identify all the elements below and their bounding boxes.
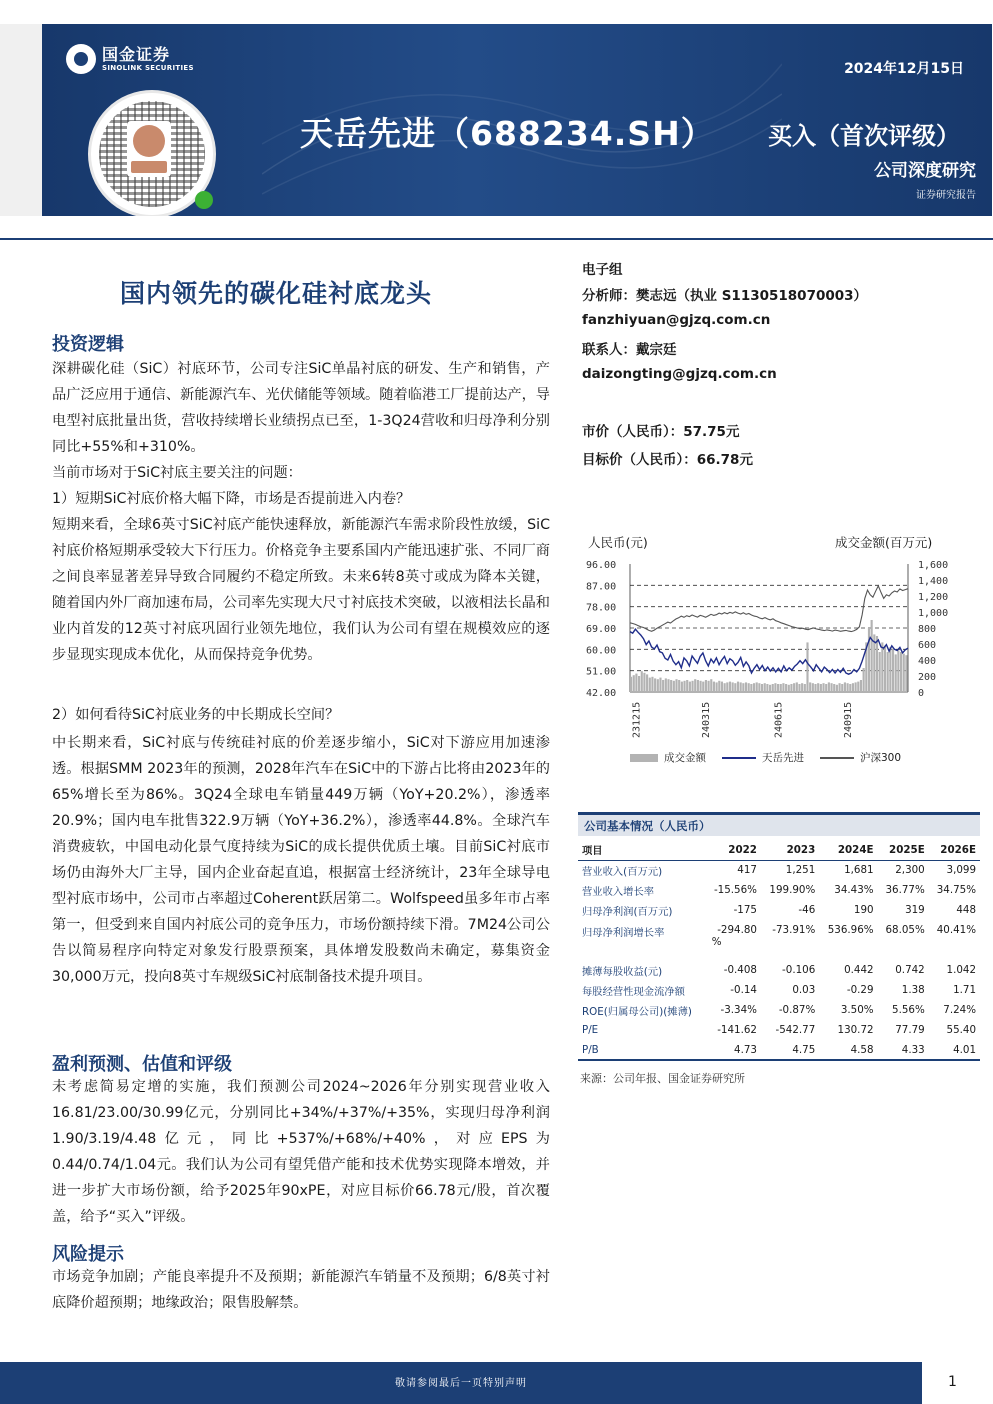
table-row: [578, 900, 980, 920]
legend-label-price: 天岳先进: [762, 752, 804, 764]
volume-bar: [828, 682, 830, 692]
table-cell: 130.72: [837, 1024, 874, 1036]
volume-bar: [804, 684, 806, 692]
table-cell: 0.442: [844, 964, 874, 976]
volume-bar: [855, 682, 857, 692]
volume-bar: [657, 679, 659, 692]
report-date: 2024年12月15日: [844, 61, 964, 77]
table-row-label: 营业收入(百万元): [582, 865, 663, 878]
volume-bar: [718, 681, 720, 692]
y-tick-left: 87.00: [586, 581, 617, 593]
table-row: [578, 1040, 980, 1060]
financial-table: [578, 840, 980, 1061]
volume-bar: [748, 683, 750, 692]
table-row: [578, 920, 980, 960]
volume-bar: [737, 682, 739, 692]
volume-bar: [756, 682, 758, 692]
wechat-miniprogram-icon: [195, 191, 213, 209]
volume-bar: [702, 682, 704, 692]
volume-bar: [820, 684, 822, 692]
volume-bar: [889, 647, 891, 692]
volume-bar: [758, 683, 760, 692]
y-tick-left: 51.00: [586, 666, 617, 678]
volume-bar: [633, 675, 635, 692]
footer-notice: 敬请参阅最后一页特别声明: [395, 1378, 527, 1389]
volume-bar: [708, 681, 710, 692]
stock-price-chart: [580, 530, 980, 770]
table-cell: -175: [733, 904, 757, 916]
volume-bar: [817, 683, 819, 692]
y-tick-left: 42.00: [586, 688, 617, 699]
y-tick-right: 1,200: [918, 592, 949, 603]
volume-bar: [777, 684, 779, 692]
volume-bar: [694, 679, 696, 692]
section-heading-logic: 投资逻辑: [52, 334, 124, 355]
volume-bar: [881, 642, 883, 692]
table-row-label: 归母净利润(百万元): [582, 905, 673, 918]
volume-bar: [897, 650, 899, 692]
table-cell: -3.34%: [720, 1004, 757, 1016]
table-cell: 34.43%: [834, 884, 874, 896]
legend-swatch-index: [820, 757, 854, 759]
report-type: 公司深度研究: [874, 161, 976, 181]
table-cell: 68.05%: [885, 924, 925, 936]
analyst-name: 分析师：樊志远（执业 S1130518070003）: [582, 288, 868, 304]
table-row-label: P/E: [582, 1024, 599, 1036]
index-line: [630, 586, 908, 632]
page-number: 1: [948, 1374, 957, 1390]
volume-bar: [750, 684, 752, 692]
volume-bar: [863, 668, 865, 692]
table-col-header: 2022: [728, 843, 757, 856]
volume-bar: [769, 685, 771, 692]
company-logo: [66, 44, 194, 74]
table-cell: 2,300: [895, 864, 925, 877]
table-cell: 77.79: [895, 1024, 925, 1036]
volume-bar: [745, 682, 747, 692]
table-header-row: [578, 840, 980, 860]
table-cell: 3,099: [946, 864, 976, 877]
legend-label-volume: 成交金额: [664, 752, 706, 764]
paragraph-risk: 市场竞争加剧；产能良率提升不及预期；新能源汽车销量不及预期；6/8英寸衬底降价超预期；地缘政治；限售股解禁。: [52, 1269, 550, 1311]
volume-bar: [670, 680, 672, 692]
volume-bar: [635, 674, 637, 692]
volume-bar: [665, 678, 667, 692]
volume-bar: [785, 684, 787, 692]
table-cell: -141.62: [717, 1024, 757, 1036]
paragraph-logic-3: 短期来看，全球6英寸SiC衬底产能快速释放，新能源汽车需求阶段性放缓，SiC衬底价格短期承受较大下行压力。价格竞争主要系国内产能迅速扩张、不同厂商之间良率显著差异导致合同履约不稳定所致。未来6转8英寸或成为降本关键，随着国内外厂商加速布局，公司率先实现大尺寸衬底技术突破，以液相法长晶和业内首发的12英寸衬底巩固行业领先地位，我们认为公司有望在规模效应的逐步显现实现成本优化，从而保持竞争优势。: [52, 517, 550, 663]
table-row: [578, 960, 980, 980]
volume-bar: [766, 684, 768, 692]
volume-bar: [801, 683, 803, 692]
table-cell: 5.56%: [892, 1004, 925, 1016]
volume-bar: [774, 683, 776, 692]
volume-bar: [788, 685, 790, 692]
y-tick-left: 96.00: [586, 560, 617, 571]
volume-bar: [691, 681, 693, 692]
volume-bar: [887, 652, 889, 692]
report-title: 天岳先进（688234.SH）: [300, 114, 715, 153]
legend-item-price: [722, 750, 804, 765]
volume-bar: [796, 682, 798, 692]
analyst-email[interactable]: fanzhiyuan@gjzq.com.cn: [582, 312, 771, 328]
volume-bar: [809, 682, 811, 692]
volume-bar: [716, 682, 718, 692]
x-tick: 240915: [842, 701, 854, 738]
volume-bar: [643, 673, 645, 692]
table-col-header: 2024E: [837, 843, 874, 856]
volume-bar: [879, 652, 881, 692]
volume-bar: [753, 683, 755, 692]
volume-bar: [825, 684, 827, 692]
volume-bar: [839, 683, 841, 692]
table-row-label: ROE(归属母公司)(摊薄): [582, 1005, 692, 1018]
volume-bar: [681, 682, 683, 692]
y-tick-right: 1,000: [918, 608, 949, 619]
paragraph-logic-4: 中长期来看，SiC衬底与传统硅衬底的价差逐步缩小，SiC对下游应用加速渗透。根据SMM 2023年的预测，2028年汽车在SiC中的下游占比将由2023年的65%增长至为86%。3Q24全球电车销量449万辆（YoY+20.2%），渗透率20.9%；国内电车批售322.9万辆（YoY+36.2%），渗透率44.8%。全球汽车消费疲软，中国电动化景气度持续为SiC的成长提供优质土壤。目前SiC衬底市场仍由海外大厂主导，国内企业奋起直追，根据富士经济统计，23年全球导电型衬底市场中，公司市占率超过Coherent跃居第二。Wolfspeed虽多年市占率第一，但受到来自国内衬底公司的竞争压力，市场份额持续下滑。7M24公司公告以简易程序向特定对象发行股票预案，具体增发股数尚未确定，募集资金30,000万元，投向8英寸车规级SiC衬底制备技术提升项目。: [52, 735, 550, 985]
qr-badge-icon: [133, 125, 165, 157]
volume-bar: [646, 674, 648, 692]
table-cell: 34.75%: [936, 884, 976, 896]
target-price: 目标价（人民币）：66.78元: [582, 452, 753, 468]
volume-bar: [721, 682, 723, 692]
volume-bar: [857, 682, 859, 692]
volume-bar: [849, 684, 851, 692]
volume-bar: [678, 680, 680, 692]
volume-bar: [833, 684, 835, 692]
table-row: [578, 860, 980, 880]
table-cell: -0.106: [782, 964, 816, 976]
table-cell: 0.03: [792, 984, 816, 996]
volume-bar: [790, 684, 792, 692]
table-cell: 4.58: [819, 1040, 877, 1060]
table-cell: 536.96%: [827, 924, 874, 936]
analyst-group: 电子组: [582, 262, 623, 278]
sinolink-logo-icon: [66, 44, 96, 74]
volume-bar: [740, 682, 742, 692]
x-tick: 240615: [773, 701, 785, 738]
table-cell: 199.90%: [769, 884, 816, 896]
table-cell: 1.38: [901, 984, 925, 996]
legend-label-index: 沪深300: [860, 752, 902, 764]
volume-bar: [871, 620, 873, 692]
table-cell: 1,251: [785, 864, 816, 877]
volume-bar: [764, 683, 766, 692]
table-row-label: P/B: [578, 1040, 706, 1060]
table-col-header: 2023: [786, 843, 816, 856]
volume-bar: [638, 676, 640, 692]
logo-en: SINOLINK SECURITIES: [102, 63, 194, 72]
volume-bar: [649, 678, 651, 692]
volume-bar: [726, 682, 728, 692]
table-row: [578, 980, 980, 1000]
table-cell: 1.71: [953, 984, 976, 996]
table-cell: -0.87%: [778, 1004, 816, 1016]
volume-bar: [742, 683, 744, 692]
volume-bar: [659, 678, 661, 692]
table-cell: -0.14: [730, 984, 757, 996]
y-tick-right: 800: [918, 624, 937, 635]
y-tick-right: 200: [918, 672, 937, 683]
volume-bar: [876, 636, 878, 692]
volume-bar: [700, 681, 702, 692]
logo-cn: 国金证券: [102, 44, 171, 64]
paragraph-forecast: 未考虑简易定增的实施，我们预测公司2024~2026年分别实现营业收入16.81/23.00/30.99亿元，分别同比+34%/+37%/+35%，实现归母净利润1.90/3.19/4.48亿元，同比+537%/+68%/+40%，对应EPS为0.44/0.74/1.04元。我们认为公司有望凭借产能和技术优势实现降本增效，并进一步扩大市场份额，给予2025年90xPE，对应目标价66.78元/股，首次覆盖，给予“买入”评级。: [52, 1079, 550, 1225]
y-tick-right: 1,400: [918, 576, 949, 587]
x-tick: 231215: [631, 701, 643, 738]
table-row-label: 每股经营性现金流净额: [582, 985, 685, 998]
legend-item-index: [820, 750, 901, 765]
y-tick-right: 400: [918, 656, 937, 667]
table-row-label: 摊薄每股收益(元): [582, 965, 663, 978]
table-row: [578, 1000, 980, 1020]
volume-bar: [782, 683, 784, 692]
table-cell: -15.56%: [713, 884, 757, 896]
table-cell: -294.80 %: [711, 924, 757, 948]
main-title: 国内领先的碳化硅衬底龙头: [120, 279, 433, 308]
table-cell: 0.742: [895, 964, 925, 976]
table-cell: 1,681: [844, 864, 874, 877]
volume-bar: [710, 679, 712, 692]
y-tick-right: 1,600: [918, 560, 949, 571]
table-cell: 190: [853, 904, 874, 916]
table-cell: 4.73: [706, 1040, 761, 1060]
volume-bar: [675, 679, 677, 692]
question-2: 2）如何看待SiC衬底业务的中长期成长空间？: [52, 707, 340, 723]
volume-bar: [798, 684, 800, 692]
y-tick-left: 60.00: [586, 645, 617, 657]
volume-bar: [836, 685, 838, 692]
volume-bar: [905, 655, 907, 692]
table-row: [578, 1020, 980, 1040]
table-cell: 55.40: [946, 1024, 976, 1036]
volume-bar: [697, 680, 699, 692]
y-tick-right: 600: [918, 640, 937, 651]
volume-bar: [822, 683, 824, 692]
volume-bar: [830, 683, 832, 692]
volume-bar: [844, 682, 846, 692]
chart-ylabel-left: 人民币(元): [588, 535, 648, 550]
table-cell: 448: [956, 904, 976, 916]
table-col-header: 2026E: [940, 843, 976, 856]
y-tick-left: 69.00: [586, 624, 617, 635]
table-cell: -46: [798, 904, 816, 916]
volume-bar: [806, 642, 808, 692]
chart-legend: [630, 750, 917, 765]
table-cell: 40.41%: [936, 924, 976, 936]
volume-bar: [895, 654, 897, 692]
volume-bar: [641, 671, 643, 692]
volume-bar: [780, 684, 782, 692]
report-subtype: 证券研究报告: [916, 190, 976, 201]
table-row-label: 归母净利润增长率: [582, 927, 665, 939]
volume-bar: [900, 652, 902, 692]
volume-bar: [630, 677, 632, 692]
volume-bar: [734, 683, 736, 692]
table-col-header: 2025E: [889, 843, 925, 856]
y-tick-left: 78.00: [586, 602, 617, 614]
table-cell: 417: [737, 864, 757, 877]
volume-bar: [713, 682, 715, 692]
volume-bar: [683, 681, 685, 692]
volume-bar: [892, 649, 894, 692]
volume-bar: [667, 679, 669, 692]
table-cell: 36.77%: [885, 884, 925, 896]
y-tick-right: 0: [918, 688, 925, 699]
contact-name: 联系人：戴宗廷: [582, 342, 677, 358]
table-title: 公司基本情况（人民币）: [584, 819, 711, 833]
legend-swatch-volume: [630, 754, 658, 762]
volume-bar: [903, 654, 905, 692]
volume-bar: [884, 646, 886, 692]
volume-bar: [686, 680, 688, 692]
section-heading-risk: 风险提示: [52, 1244, 124, 1265]
section-heading-forecast: 盈利预测、估值和评级: [52, 1054, 232, 1075]
volume-bar: [847, 683, 849, 692]
table-cell: -73.91%: [772, 924, 816, 936]
volume-bar: [654, 678, 656, 692]
table-cell: 7.24%: [943, 1004, 976, 1016]
volume-bar: [772, 684, 774, 692]
table-cell: 319: [905, 904, 925, 916]
volume-bar: [814, 684, 816, 692]
volume-bar: [761, 684, 763, 692]
rating: 买入（首次评级）: [768, 122, 960, 150]
volume-bar: [860, 680, 862, 692]
paragraph-logic-2: 当前市场对于SiC衬底主要关注的问题：: [52, 465, 302, 481]
table-cell: 4.33: [878, 1040, 929, 1060]
volume-bar: [852, 683, 854, 692]
table-cell: 1.042: [946, 964, 976, 976]
table-row-label: 营业收入增长率: [582, 885, 655, 898]
volume-bar: [673, 681, 675, 692]
table-cell: 4.75: [761, 1040, 819, 1060]
question-1: 1）短期SiC衬底价格大幅下降，市场是否提前进入内卷？: [52, 491, 411, 507]
table-cell: -0.408: [723, 964, 757, 976]
market-price: 市价（人民币）：57.75元: [582, 424, 740, 440]
x-tick: 240315: [701, 701, 713, 738]
banner-left-edge: [0, 24, 42, 216]
table-cell: -0.29: [846, 984, 874, 996]
header-banner: [42, 24, 992, 216]
legend-item-volume: [630, 750, 706, 765]
table-source: 来源：公司年报、国金证券研究所: [580, 1072, 745, 1085]
table-title-bar: [578, 812, 980, 836]
header-divider: [0, 238, 993, 240]
qr-code-icon: [88, 90, 216, 216]
table-cell: -542.77: [775, 1024, 816, 1036]
contact-email[interactable]: daizongting@gjzq.com.cn: [582, 366, 777, 382]
volume-bar: [662, 680, 664, 692]
volume-bar: [841, 684, 843, 692]
table-col-header: 项目: [582, 845, 603, 858]
table-cell: 3.50%: [840, 1004, 874, 1016]
table-cell: 4.01: [929, 1040, 980, 1060]
volume-bar: [812, 683, 814, 692]
qr-tag-icon: [131, 161, 167, 173]
volume-bar: [732, 682, 734, 692]
legend-swatch-price: [722, 757, 756, 759]
volume-bar: [793, 683, 795, 692]
volume-bar: [651, 677, 653, 692]
table-cell-wrap: %: [711, 936, 722, 948]
table-row: [578, 880, 980, 900]
volume-bar: [724, 683, 726, 692]
chart-ylabel-right: 成交金额(百万元): [835, 535, 933, 550]
volume-bar: [729, 682, 731, 692]
volume-bar: [705, 680, 707, 692]
volume-bar: [689, 682, 691, 692]
paragraph-logic-1: 深耕碳化硅（SiC）衬底环节，公司专注SiC单晶衬底的研发、生产和销售，产品广泛应用于通信、新能源汽车、光伏储能等领域。随着临港工厂提前达产，导电型衬底批量出货，营收持续增长业绩拐点已至，1-3Q24营收和归母净利分别同比+55%和+310%。: [52, 361, 550, 455]
